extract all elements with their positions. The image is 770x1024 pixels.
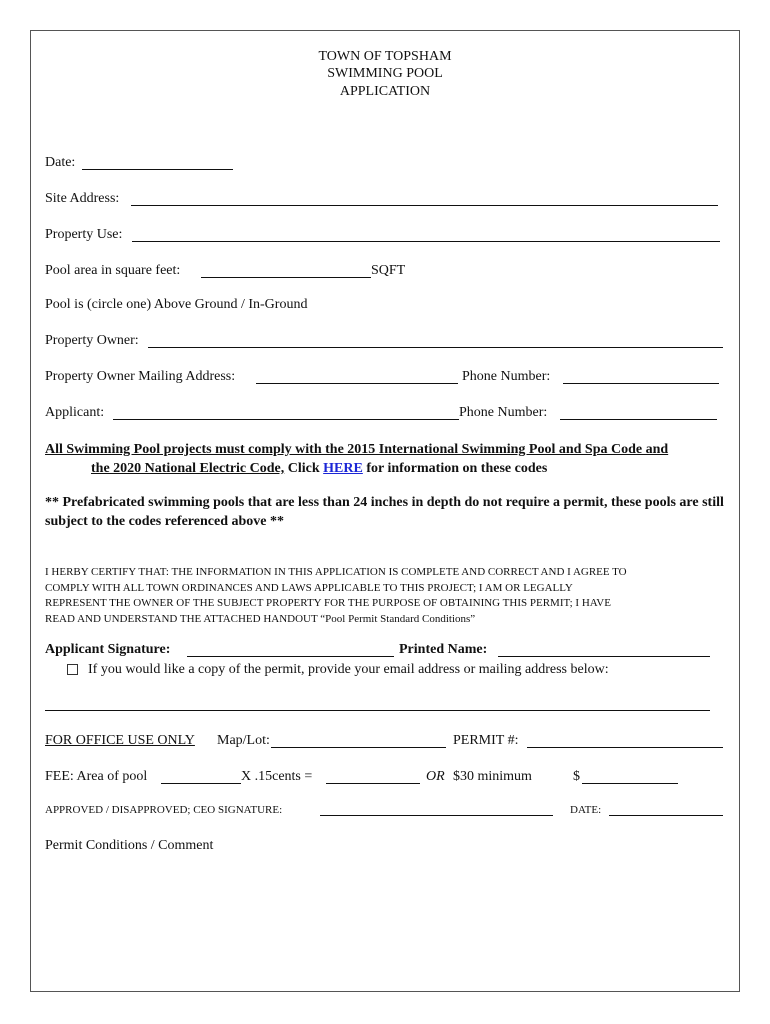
date-label: Date: [45,155,76,170]
applicant-phone-field[interactable] [560,419,717,420]
site-address-label: Site Address: [45,191,120,206]
certification-line: I HERBY CERTIFY THAT: THE INFORMATION IN THIS APPLICATION IS COMPLETE AND CORRECT AND I AGREE TO [45,566,627,578]
approval-label: APPROVED / DISAPPROVED; CEO SIGNATURE: [45,804,283,816]
code-compliance-notice [45,440,725,478]
form-subtitle: SWIMMING POOL [327,66,443,81]
property-owner-field[interactable] [148,347,723,348]
property-use-label: Property Use: [45,227,123,242]
pool-area-fee-field[interactable] [161,783,241,784]
applicant-label: Applicant: [45,405,105,420]
permit-number-field[interactable] [527,747,723,748]
date-field[interactable] [82,169,233,170]
owner-phone-label: Phone Number: [462,369,551,384]
applicant-signature-field[interactable] [187,656,394,657]
certification-line: COMPLY WITH ALL TOWN ORDINANCES AND LAWS APPLICABLE TO THIS PROJECT; I AM OR LEGALLY [45,581,573,594]
certification-line: REPRESENT THE OWNER OF THE SUBJECT PROPERTY FOR THE PURPOSE OF OBTAINING THIS PERMIT; I HAVE [45,597,611,609]
pool-type-text: Pool is (circle one) Above Ground / In-Ground [45,297,308,312]
site-address-field[interactable] [131,205,718,206]
owner-phone-field[interactable] [563,383,719,384]
map-lot-field[interactable] [271,747,446,748]
dollar-sign: $ [573,769,580,784]
fee-rate-text: X .15cents = [241,769,313,784]
code-notice-tail: for information on these codes [362,461,548,476]
copy-request-row [67,662,609,678]
owner-mailing-label: Property Owner Mailing Address: [45,369,236,384]
approval-date-label: DATE: [570,804,602,816]
copy-address-field[interactable] [45,710,710,711]
codes-info-link[interactable]: HERE [323,461,363,476]
property-use-field[interactable] [132,241,720,242]
fee-amount-field[interactable] [582,783,678,784]
town-title: TOWN OF TOPSHAM [318,49,452,64]
applicant-signature-label: Applicant Signature: [45,642,171,657]
office-use-label: FOR OFFICE USE ONLY [45,733,195,748]
code-notice-line1: All Swimming Pool projects must comply with the 2015 International Swimming Pool and Spa Code and [45,442,669,457]
map-lot-label: Map/Lot: [217,733,270,748]
sqft-suffix: SQFT [371,263,406,278]
copy-request-checkbox[interactable] [67,664,78,675]
pool-area-label: Pool area in square feet: [45,263,181,278]
form-title: APPLICATION [339,84,431,99]
or-text: OR [426,769,445,784]
permit-conditions-label: Permit Conditions / Comment [45,838,214,853]
pool-area-field[interactable] [201,277,371,278]
copy-request-text: If you would like a copy of the permit, provide your email address or mailing address below: [88,662,609,677]
prefab-pool-notice: ** Prefabricated swimming pools that are less than 24 inches in depth do not require a permit, these pools are still subject to the codes referenced above ** [45,495,724,529]
printed-name-field[interactable] [498,656,710,657]
applicant-field[interactable] [113,419,459,420]
certification-line: READ AND UNDERSTAND THE ATTACHED HANDOUT “Pool Permit Standard Conditions” [45,612,476,625]
approval-date-field[interactable] [609,815,723,816]
ceo-signature-field[interactable] [320,815,553,816]
fee-label: FEE: Area of pool [45,769,148,784]
printed-name-label: Printed Name: [399,642,488,657]
owner-mailing-field[interactable] [256,383,458,384]
minimum-fee-text: $30 minimum [453,769,532,784]
property-owner-label: Property Owner: [45,333,139,348]
code-notice-click: Click [284,461,324,476]
permit-number-label: PERMIT #: [453,733,519,748]
code-notice-nec: the 2020 National Electric Code, [91,461,285,476]
fee-total-field[interactable] [326,783,420,784]
applicant-phone-label: Phone Number: [459,405,548,420]
certification-statement [45,565,730,627]
